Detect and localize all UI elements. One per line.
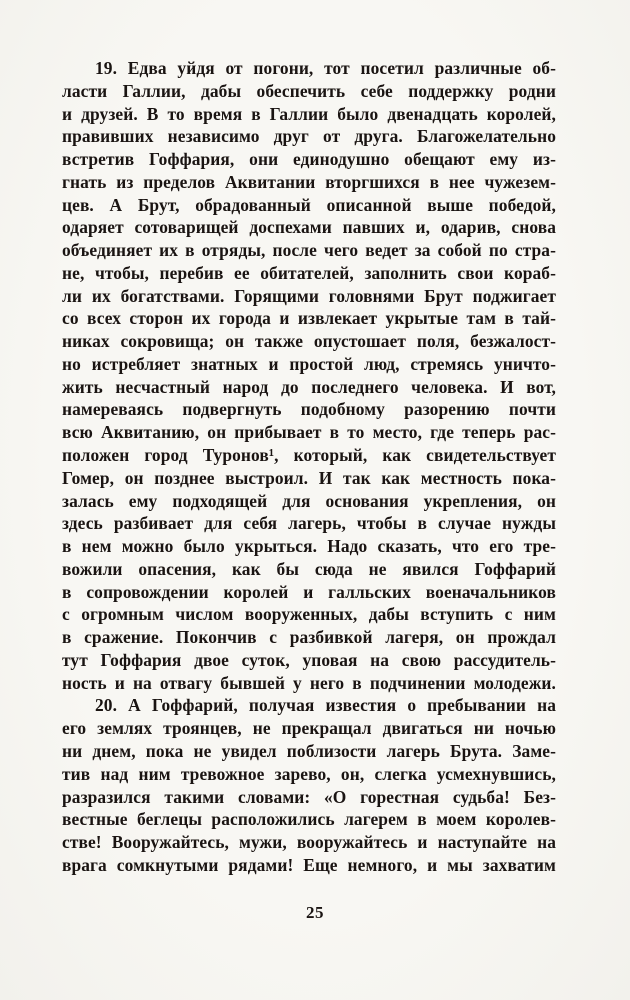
text-line: правивших независимо друг от друга. Благожелательно <box>62 126 556 147</box>
text-line: с огромным числом вооруженных, дабы вступить с ним <box>62 604 556 625</box>
text-line: никах сокровища; он также опустошает поля, безжалост- <box>62 331 556 352</box>
text-line: 20. А Гоффарий, получая известия о пребывании на <box>95 695 556 716</box>
text-line: ли их богатствами. Горящими головнями Брут поджигает <box>62 285 556 306</box>
text-line: тив над ним тревожное зарево, он, слегка усмехнувшись, <box>62 763 556 784</box>
text-line: одаряет сотоварищей доспехами павших и, одарив, снова <box>62 217 556 238</box>
text-line: тут Гоффария двое суток, уповая на свою рассудитель- <box>62 649 556 670</box>
text-line: гнать из пределов Аквитании вторгшихся в нее чужезем- <box>62 171 556 192</box>
text-line: встретив Гоффария, они единодушно обещают ему из- <box>62 149 556 170</box>
text-line: со всех сторон их города и извлекает укрытые там в тай- <box>62 308 556 329</box>
text-line: ласти Галлии, дабы обеспечить себе поддержку родни <box>62 80 556 101</box>
text-line: вестные беглецы расположились лагерем в моем королев- <box>62 809 556 830</box>
text-line: врага сомкнутыми рядами! Еще немного, и мы захватим <box>62 854 556 875</box>
text-line: цев. А Брут, обрадованный описанной выше победой, <box>62 194 556 215</box>
paragraph <box>62 694 556 876</box>
page-text <box>62 57 556 877</box>
text-line: всю Аквитанию, он прибывает в то место, где теперь рас- <box>62 422 556 443</box>
text-line: не, чтобы, перебив ее обитателей, заполнить свои кораб- <box>62 262 556 283</box>
paragraph <box>62 57 556 694</box>
text-line: в нем можно было укрыться. Надо сказать, что его тре- <box>62 536 556 557</box>
text-line: положен город Туронов¹, который, как свидетельствует <box>62 445 556 466</box>
text-line: ность и на отвагу бывшей у него в подчинении молодежи. <box>62 672 556 693</box>
text-line: но истребляет знатных и простой люд, стремясь уничто- <box>62 353 556 374</box>
text-line: в сражение. Покончив с разбивкой лагеря, он прождал <box>62 627 556 648</box>
text-line: его землях троянцев, не прекращал двигаться ни ночью <box>62 718 556 739</box>
text-line: разразился такими словами: «О горестная судьба! Без- <box>62 786 556 807</box>
text-line: в сопровождении королей и галльских военачальников <box>62 581 556 602</box>
text-line: стве! Вооружайтесь, мужи, вооружайтесь и наступайте на <box>62 832 556 853</box>
text-line: здесь разбивает для себя лагерь, чтобы в случае нужды <box>62 513 556 534</box>
text-line: 19. Едва уйдя от погони, тот посетил различные об- <box>95 58 556 78</box>
text-line: объединяет их в отряды, после чего ведет за собой по стра- <box>62 240 556 261</box>
text-line: ни днем, пока не увидел поблизости лагерь Брута. Заме- <box>62 740 556 761</box>
text-line: залась ему подходящей для основания укрепления, он <box>62 490 556 511</box>
page-number: 25 <box>306 903 324 922</box>
text-line: намереваясь подвергнуть подобному разорению почти <box>62 399 556 420</box>
text-line: вожили опасения, как бы сюда не явился Гоффарий <box>62 558 556 579</box>
text-line: жить несчастный народ до последнего человека. И вот, <box>62 376 556 397</box>
text-line: Гомер, он позднее выстроил. И так как местность пока- <box>62 467 556 488</box>
text-line: и друзей. В то время в Галлии было двенадцать королей, <box>62 103 556 124</box>
